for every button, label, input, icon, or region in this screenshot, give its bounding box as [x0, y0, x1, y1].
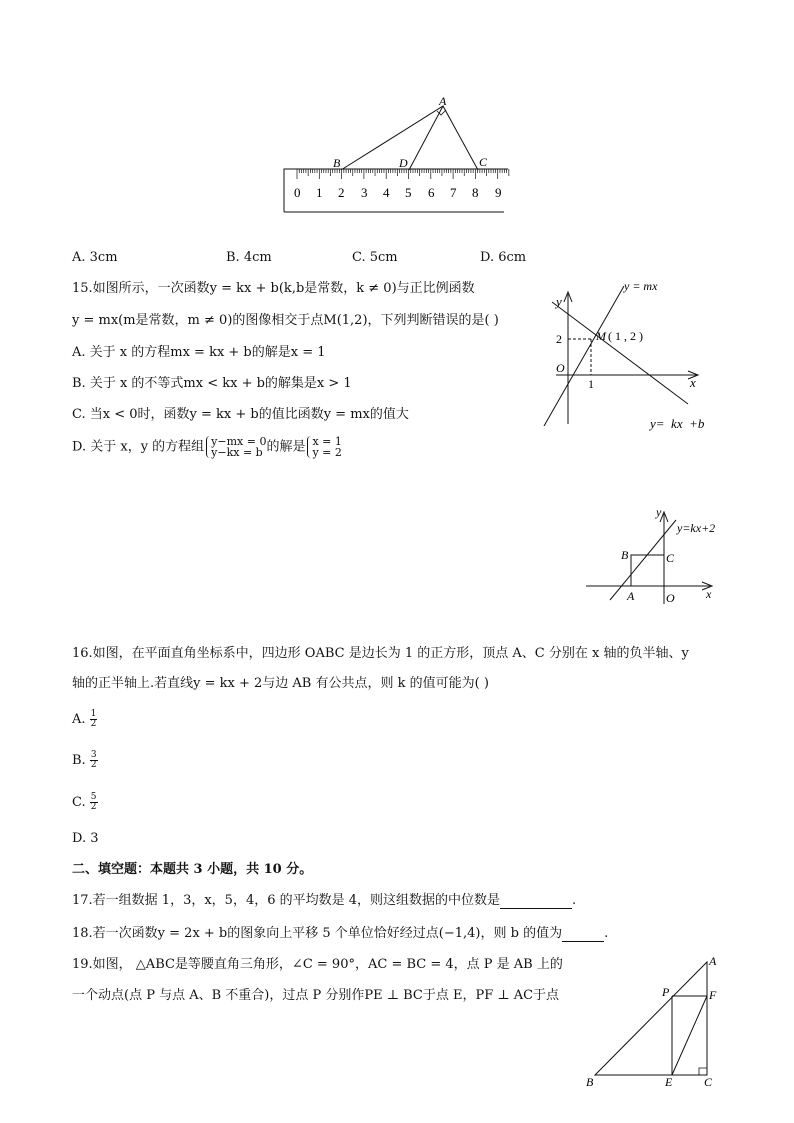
q15-option-b: B. 关于 x 的不等式mx < kx + b的解集是x > 1 — [72, 376, 352, 391]
q15-x-axis-label: x — [690, 375, 696, 390]
q19-triangle-figure — [583, 950, 733, 1090]
q15-option-d-mid: 的解是 — [266, 439, 306, 455]
q16-option-c-fraction: $\frac{5}{2}$ — [90, 792, 97, 812]
q14-option-b: B. 4cm — [226, 250, 272, 265]
q16-option-b: B. $\frac{3}{2}$ — [72, 750, 97, 770]
ruler-number: 5 — [405, 185, 412, 200]
q15-line-ymx-label: y = mx — [624, 279, 658, 293]
q15-stem-line2: y = mx(m是常数，m ≠ 0)的图像相交于点M(1,2)，下列判断错误的是( ) — [72, 313, 499, 328]
ruler-number: 6 — [428, 185, 435, 200]
ruler-number: 4 — [383, 185, 390, 200]
q15-y-axis-label: y — [556, 294, 562, 309]
q15-option-d-solution: x = 1 y = 2 — [307, 436, 341, 458]
q16-line-label: y=kx+2 — [677, 521, 716, 535]
q15-line-ykxb-label: y= kx +b — [650, 416, 705, 431]
point-b-label: B — [333, 156, 341, 170]
q19-point-f-label: F — [709, 988, 717, 1002]
q15-option-a: A. 关于 x 的方程mx = kx + b的解是x = 1 — [72, 345, 326, 360]
q15-option-d-system: y−mx = 0 y−kx = b — [206, 436, 266, 458]
q15-tick-2-label: 2 — [556, 332, 562, 346]
q16-graph-figure — [584, 504, 730, 608]
q19-line2: 一个动点(点 P 与点 A、B 不重合)，过点 P 分别作PE ⊥ BC于点 E，PF ⊥ AC于点 — [72, 988, 560, 1003]
q16-point-a-label: A — [627, 589, 635, 603]
q15-point-m-label: M — [596, 329, 606, 343]
q15-option-d — [72, 436, 342, 458]
q16-stem-line1: 16.如图，在平面直角坐标系中，四边形 OABC 是边长为 1 的正方形，顶点 A、C 分别在 x 轴的负半轴、y — [72, 646, 689, 661]
q18-question: 18.若一次函数y = 2x + b的图象向上平移 5 个单位恰好经过点(−1,4)，则 b 的值为 . — [72, 926, 609, 941]
point-c-label: C — [479, 155, 488, 169]
ruler-ticks — [297, 169, 509, 179]
ruler-number: 3 — [361, 185, 368, 200]
ruler-number: 1 — [316, 185, 323, 200]
q15-origin-label: O — [556, 361, 565, 375]
q19-point-e-label: E — [665, 1075, 673, 1089]
ruler-number: 2 — [338, 185, 345, 200]
q15-point-m-coord: ( 1 , 2 ) — [608, 329, 643, 343]
q15-tick-1-label: 1 — [588, 377, 594, 391]
q16-x-axis-label: x — [706, 587, 712, 601]
q15-option-c: C. 当x < 0时，函数y = kx + b的值比函数y = mx的值大 — [72, 407, 409, 422]
q16-y-axis-label: y — [656, 505, 662, 519]
q18-answer-blank[interactable] — [562, 927, 604, 942]
ruler-number: 9 — [495, 185, 502, 200]
point-a-label: A — [439, 94, 447, 108]
q15-option-d-prefix: D. 关于 x，y 的方程组 — [72, 439, 205, 455]
ruler-number: 0 — [294, 185, 301, 200]
ruler-triangle-figure — [278, 92, 514, 220]
q14-option-c: C. 5cm — [352, 250, 398, 265]
q16-option-b-fraction: $\frac{3}{2}$ — [90, 750, 97, 770]
q19-point-p-label: P — [662, 985, 670, 999]
q15-stem-line1: 15.如图所示，一次函数y = kx + b(k,b是常数，k ≠ 0)与正比例函数 — [72, 281, 475, 296]
q16-point-c-label: C — [666, 551, 675, 565]
q16-origin-label: O — [666, 591, 675, 605]
section-2-heading: 二、填空题：本题共 3 小题，共 10 分。 — [72, 862, 313, 877]
ruler-number: 8 — [472, 185, 479, 200]
q14-option-a: A. 3cm — [72, 250, 118, 265]
q14-option-d: D. 6cm — [480, 250, 527, 265]
q19-point-b-label: B — [586, 1075, 594, 1089]
q17-answer-blank[interactable] — [500, 894, 572, 909]
q16-point-b-label: B — [621, 548, 629, 562]
q16-option-d: D. 3 — [72, 831, 99, 846]
q15-graph-figure — [538, 276, 728, 436]
q17-question: 17.若一组数据 1，3，x，5，4，6 的平均数是 4，则这组数据的中位数是 . — [72, 893, 577, 908]
q19-point-a-label: A — [709, 954, 717, 968]
q16-stem-line2: 轴的正半轴上.若直线y = kx + 2与边 AB 有公共点，则 k 的值可能为( ) — [72, 676, 489, 691]
q16-option-a-fraction: $\frac{1}{2}$ — [90, 709, 97, 729]
q16-option-c: C. $\frac{5}{2}$ — [72, 792, 97, 812]
q16-option-a: A. $\frac{1}{2}$ — [72, 709, 97, 729]
q19-line1: 19.如图， △ABC是等腰直角三角形，∠C = 90°，AC = BC = 4，点 P 是 AB 上的 — [72, 957, 563, 972]
point-d-label: D — [399, 156, 408, 170]
q19-point-c-label: C — [704, 1075, 713, 1089]
ruler-numbers — [294, 185, 502, 200]
ruler-number: 7 — [450, 185, 457, 200]
